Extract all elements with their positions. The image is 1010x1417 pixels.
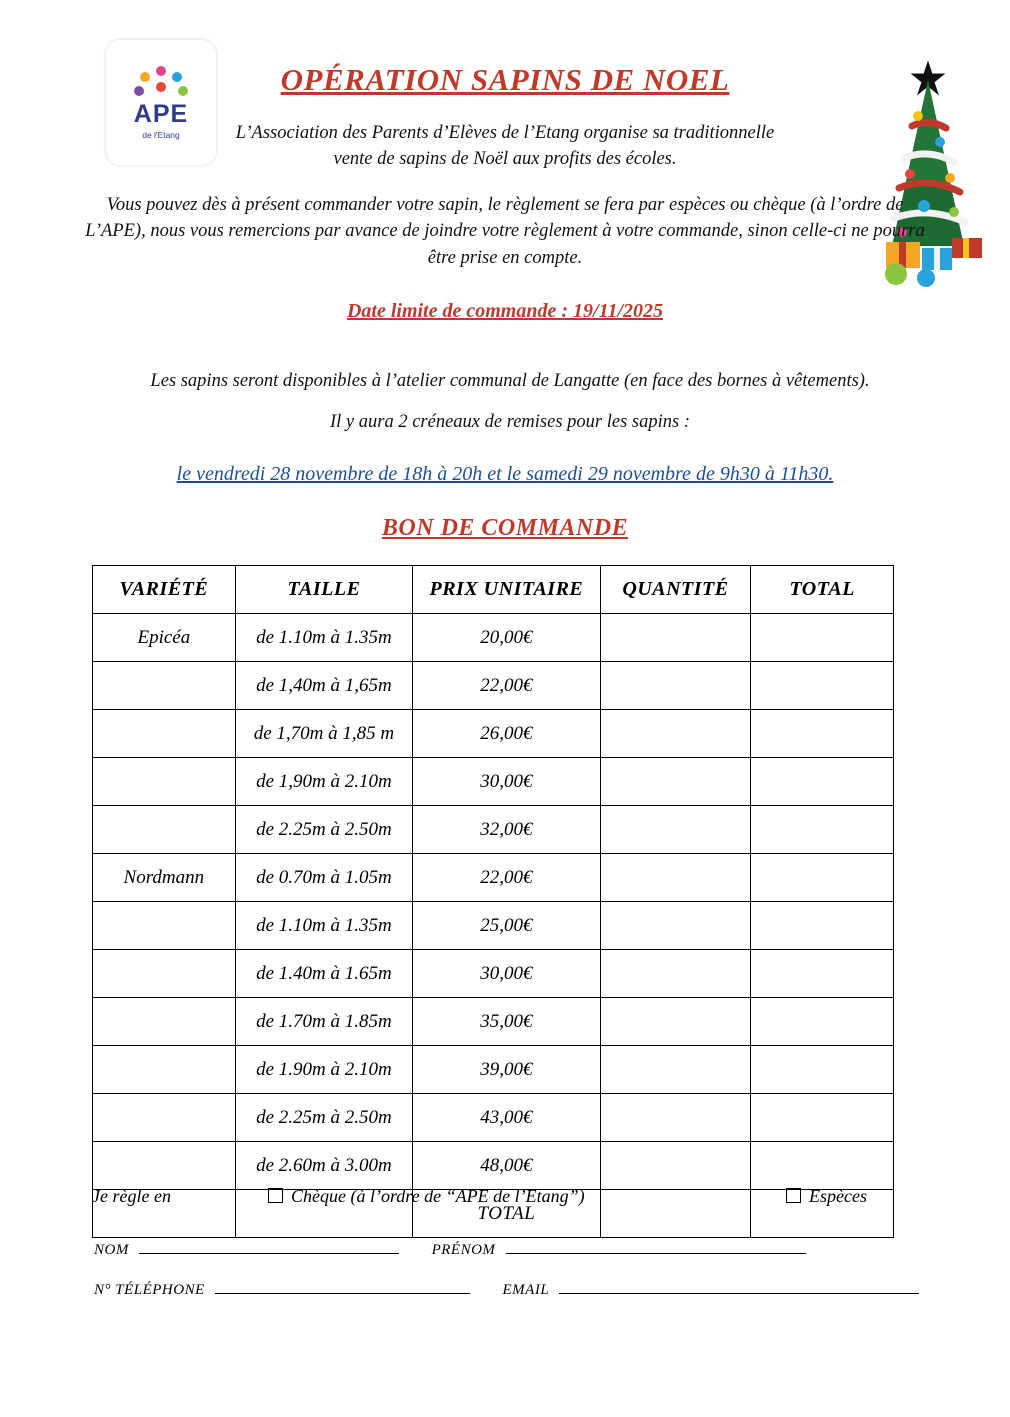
cell-variety bbox=[93, 662, 236, 710]
cell-total[interactable] bbox=[751, 806, 894, 854]
payment-cheque-label: Chèque (à l’ordre de “APE de l’Etang”) bbox=[291, 1186, 585, 1206]
cell-variety bbox=[93, 998, 236, 1046]
cell-variety bbox=[93, 1046, 236, 1094]
pickup-intro-text: Il y aura 2 créneaux de remises pour les sapins : bbox=[329, 412, 690, 432]
cell-variety: Epicéa bbox=[93, 614, 236, 662]
cell-quantity[interactable] bbox=[600, 1046, 751, 1094]
cell-variety bbox=[93, 1094, 236, 1142]
checkbox-cash-icon[interactable] bbox=[786, 1188, 801, 1203]
email-input[interactable] bbox=[559, 1280, 919, 1294]
cell-price: 30,00€ bbox=[413, 950, 601, 998]
cell-total[interactable] bbox=[751, 1046, 894, 1094]
telephone-label: N° TÉLÉPHONE bbox=[94, 1282, 205, 1298]
column-header-price: PRIX UNITAIRE bbox=[413, 566, 601, 614]
cell-total[interactable] bbox=[751, 854, 894, 902]
table-row bbox=[93, 662, 894, 710]
cell-size: de 0.70m à 1.05m bbox=[235, 854, 412, 902]
column-header-total: TOTAL bbox=[751, 566, 894, 614]
cell-size: de 1.40m à 1.65m bbox=[235, 950, 412, 998]
checkbox-cheque-icon[interactable] bbox=[268, 1188, 283, 1203]
cell-quantity[interactable] bbox=[600, 998, 751, 1046]
cell-size: de 1,40m à 1,65m bbox=[235, 662, 412, 710]
cell-quantity[interactable] bbox=[600, 902, 751, 950]
intro-paragraph: L’Association des Parents d’Elèves de l’Etang organise sa traditionnelle vente de sapins de Noël aux profits des écoles. bbox=[235, 123, 775, 170]
cell-quantity[interactable] bbox=[600, 662, 751, 710]
table-row bbox=[93, 854, 894, 902]
cell-quantity[interactable] bbox=[600, 854, 751, 902]
cell-quantity[interactable] bbox=[600, 1094, 751, 1142]
email-label: EMAIL bbox=[502, 1282, 550, 1298]
cell-price: 30,00€ bbox=[413, 758, 601, 806]
field-line-contact bbox=[94, 1280, 924, 1320]
total-label: TOTAL bbox=[413, 1190, 601, 1238]
contact-fields bbox=[94, 1240, 924, 1320]
logo-name: APE bbox=[133, 99, 189, 128]
cell-size: de 1.70m à 1.85m bbox=[235, 998, 412, 1046]
payment-cash-label: Espèces bbox=[809, 1186, 867, 1206]
cell-price: 22,00€ bbox=[413, 662, 601, 710]
page-title: OPÉRATION SAPINS DE NOEL bbox=[280, 62, 730, 97]
cell-size: de 1,90m à 2.10m bbox=[235, 758, 412, 806]
table-row bbox=[93, 806, 894, 854]
table-row bbox=[93, 758, 894, 806]
pickup-place-text: Les sapins seront disponibles à l’atelier communal de Langatte (en face des bornes à vêtements). bbox=[150, 371, 870, 391]
ape-logo bbox=[106, 40, 216, 165]
cell-variety bbox=[93, 806, 236, 854]
cell-total[interactable] bbox=[751, 662, 894, 710]
cell-total[interactable] bbox=[751, 902, 894, 950]
cell-variety bbox=[93, 710, 236, 758]
column-header-size: TAILLE bbox=[235, 566, 412, 614]
table-row bbox=[93, 1046, 894, 1094]
cell-price: 39,00€ bbox=[413, 1046, 601, 1094]
payment-option-cheque[interactable] bbox=[268, 1186, 585, 1207]
cell-price: 35,00€ bbox=[413, 998, 601, 1046]
field-line-name bbox=[94, 1240, 924, 1280]
cell-price: 48,00€ bbox=[413, 1142, 601, 1190]
cell-size: de 1.10m à 1.35m bbox=[235, 902, 412, 950]
nom-input[interactable] bbox=[139, 1240, 399, 1254]
nom-label: NOM bbox=[94, 1242, 129, 1258]
cell-price: 26,00€ bbox=[413, 710, 601, 758]
cell-size: de 1.10m à 1.35m bbox=[235, 614, 412, 662]
cell-size: de 2.25m à 2.50m bbox=[235, 806, 412, 854]
cell-total[interactable] bbox=[751, 950, 894, 998]
deadline-text: Date limite de commande : 19/11/2025 bbox=[346, 300, 664, 322]
cell-variety bbox=[93, 758, 236, 806]
order-table bbox=[92, 565, 894, 1238]
cell-price: 32,00€ bbox=[413, 806, 601, 854]
table-header-row bbox=[93, 566, 894, 614]
table-row bbox=[93, 1142, 894, 1190]
cell-price: 20,00€ bbox=[413, 614, 601, 662]
cell-quantity[interactable] bbox=[600, 806, 751, 854]
cell-total[interactable] bbox=[751, 998, 894, 1046]
cell-quantity[interactable] bbox=[600, 758, 751, 806]
cell-total[interactable] bbox=[751, 710, 894, 758]
cell-total[interactable] bbox=[751, 758, 894, 806]
payment-option-cash[interactable] bbox=[786, 1186, 867, 1207]
cell-size: de 1.90m à 2.10m bbox=[235, 1046, 412, 1094]
cell-variety: Nordmann bbox=[93, 854, 236, 902]
cell-price: 25,00€ bbox=[413, 902, 601, 950]
cell-price: 22,00€ bbox=[413, 854, 601, 902]
cell-total[interactable] bbox=[751, 1142, 894, 1190]
table-row bbox=[93, 998, 894, 1046]
column-header-quantity: QUANTITÉ bbox=[600, 566, 751, 614]
payment-label: Je règle en bbox=[92, 1186, 171, 1206]
table-row bbox=[93, 1094, 894, 1142]
cell-variety bbox=[93, 1142, 236, 1190]
cell-variety bbox=[93, 902, 236, 950]
cell-quantity[interactable] bbox=[600, 614, 751, 662]
table-row bbox=[93, 902, 894, 950]
cell-variety bbox=[93, 950, 236, 998]
table-row bbox=[93, 614, 894, 662]
cell-size: de 1,70m à 1,85 m bbox=[235, 710, 412, 758]
telephone-input[interactable] bbox=[215, 1280, 470, 1294]
column-header-variety: VARIÉTÉ bbox=[93, 566, 236, 614]
logo-subtitle: de l'Etang bbox=[142, 129, 180, 140]
cell-size: de 2.25m à 2.50m bbox=[235, 1094, 412, 1142]
order-form-title: BON DE COMMANDE bbox=[381, 515, 629, 541]
cell-quantity[interactable] bbox=[600, 710, 751, 758]
prenom-label: PRÉNOM bbox=[431, 1242, 496, 1258]
payment-info-paragraph: Vous pouvez dès à présent commander votre sapin, le règlement se fera par espèces ou chèque (à l’ordre de L’APE), nous vous remercions par avance de joindre votre règlement à votre commande, sinon celle-ci ne pourra être prise en compte. bbox=[85, 195, 925, 268]
cell-quantity[interactable] bbox=[600, 1142, 751, 1190]
pickup-slots-text: le vendredi 28 novembre de 18h à 20h et le samedi 29 novembre de 9h30 à 11h30. bbox=[176, 463, 834, 485]
total-quantity-cell[interactable] bbox=[600, 1190, 751, 1238]
table-row bbox=[93, 950, 894, 998]
table-row bbox=[93, 710, 894, 758]
cell-total[interactable] bbox=[751, 614, 894, 662]
prenom-input[interactable] bbox=[506, 1240, 806, 1254]
cell-total[interactable] bbox=[751, 1094, 894, 1142]
cell-quantity[interactable] bbox=[600, 950, 751, 998]
cell-size: de 2.60m à 3.00m bbox=[235, 1142, 412, 1190]
cell-price: 43,00€ bbox=[413, 1094, 601, 1142]
